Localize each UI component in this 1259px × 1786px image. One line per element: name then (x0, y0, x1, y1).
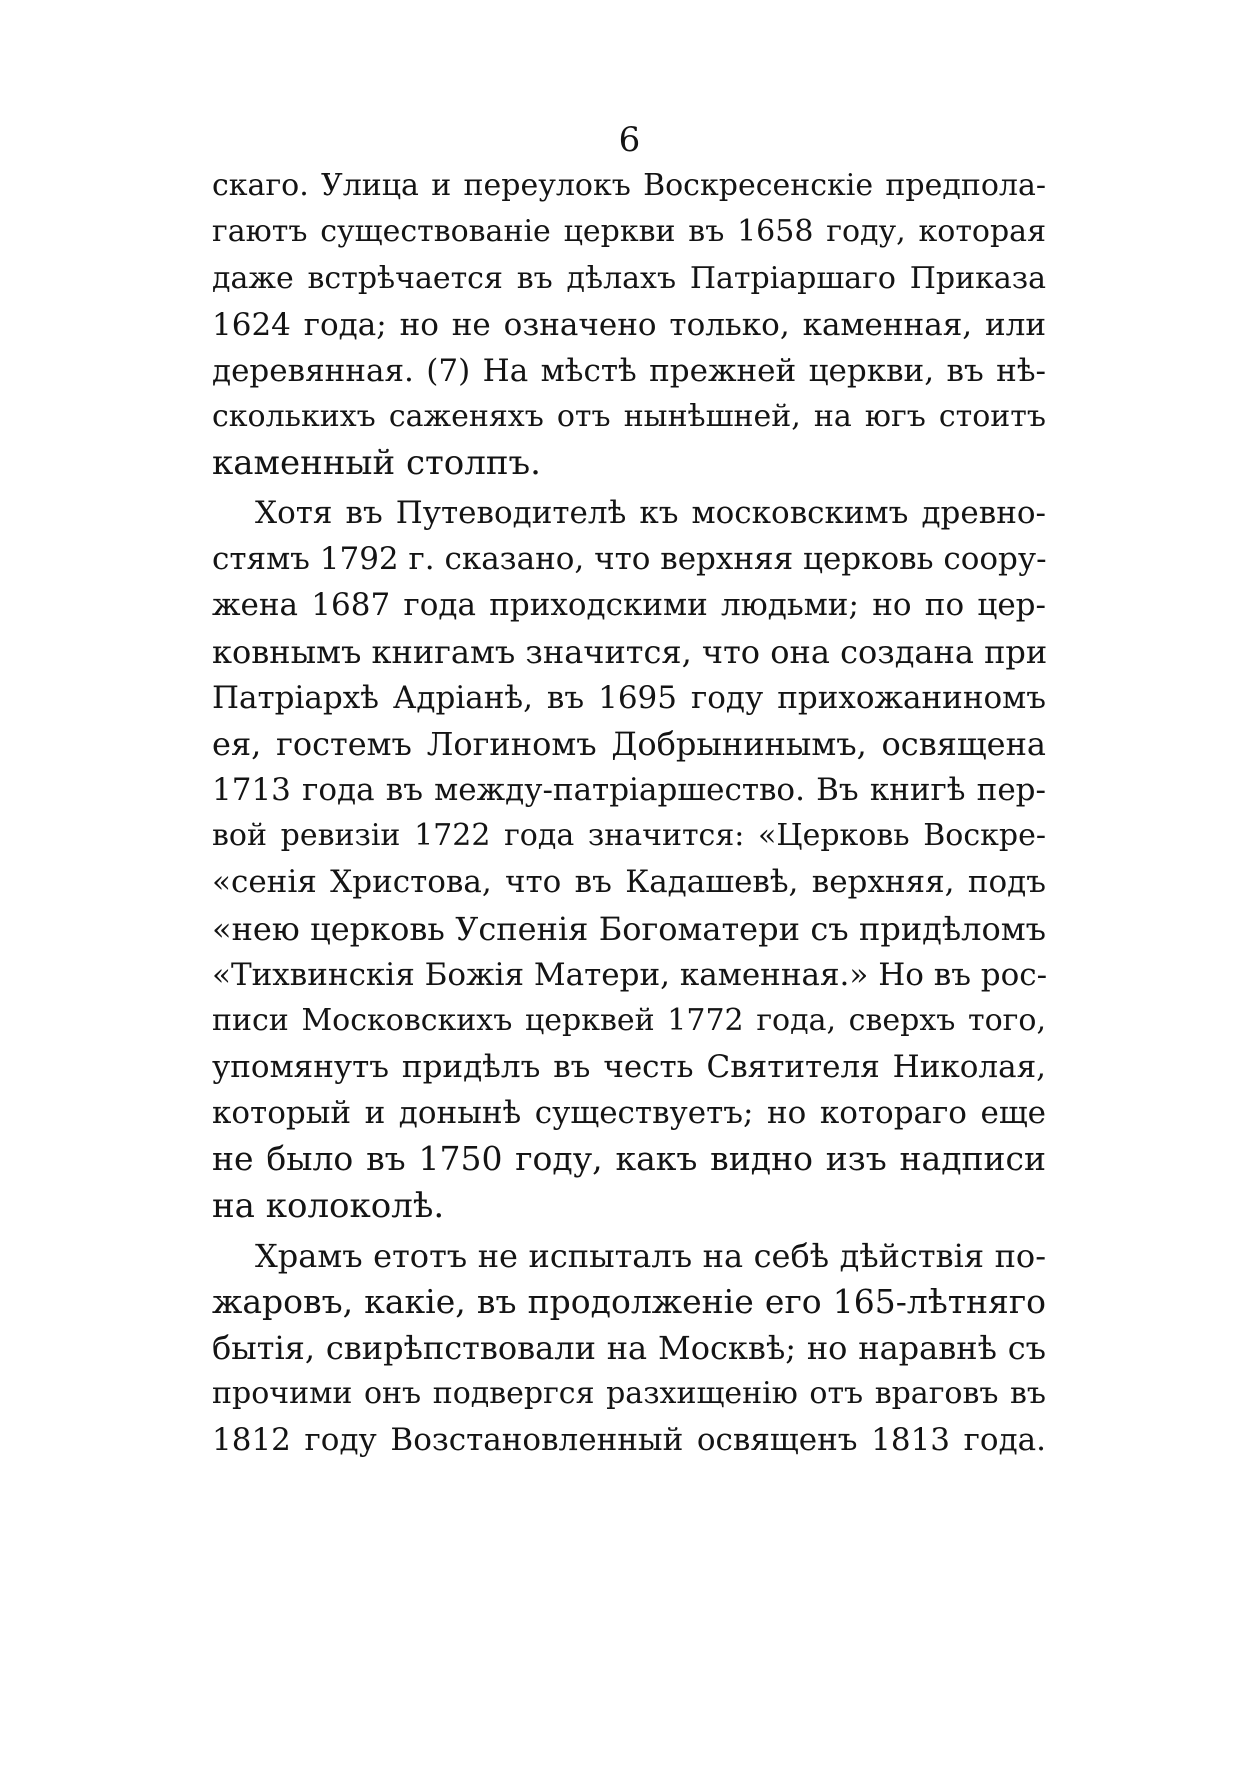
text-line: деревянная. (7) На мѣстѣ прежней церкви, въ нѣ- (212, 353, 1046, 389)
text-line: писи Московскихъ церквей 1772 года, сверхъ того, (212, 1003, 1046, 1038)
text-line: стямъ 1792 г. сказано, что верхняя церковь соору- (212, 541, 1047, 577)
text-line: бытія, свирѣпствовали на Москвѣ; но наравнѣ съ (212, 1329, 1046, 1367)
text-line: каменный столпъ. (212, 443, 541, 483)
text-line: 1713 года въ между-патріаршество. Въ книгѣ пер- (212, 772, 1046, 808)
text-line: сколькихъ саженяхъ отъ нынѣшней, на югъ стоитъ (212, 399, 1046, 434)
text-line: 1812 году Возстановленный освященъ 1813 года. (212, 1422, 1046, 1458)
text-line: Хотя въ Путеводителѣ къ московскимъ древно- (255, 495, 1046, 531)
text-line: жена 1687 года приходскими людьми; но по цер- (212, 587, 1046, 623)
text-line: ковнымъ книгамъ значится, что она создана при (212, 633, 1048, 671)
text-line: 1624 года; но не означено только, каменная, или (212, 307, 1046, 343)
page-number: 6 (618, 120, 641, 160)
text-line: жаровъ, какіе, въ продолженіе его 165-лѣтняго (212, 1282, 1046, 1321)
text-line: скаго. Улица и переулокъ Воскресенскіе предпола- (212, 168, 1046, 203)
text-line: упомянутъ придѣлъ въ честь Святителя Николая, (212, 1049, 1046, 1085)
text-line: «Тихвинскія Божія Матери, каменная.» Но въ рос- (212, 957, 1048, 993)
text-line: вой ревизіи 1722 года значится: «Церковь Воскре- (212, 818, 1046, 853)
text-line: ея, гостемъ Логиномъ Добрынинымъ, освящена (212, 725, 1046, 763)
text-line: прочими онъ подвергся разхищенію отъ враговъ въ (212, 1376, 1046, 1411)
text-line: не было въ 1750 году, какъ видно изъ надписи (212, 1139, 1046, 1178)
text-line: Храмъ етотъ не испыталъ на себѣ дѣйствія по- (255, 1237, 1046, 1275)
text-line: даже встрѣчается въ дѣлахъ Патріаршаго Приказа (212, 261, 1046, 296)
text-line: на колоколѣ. (212, 1186, 445, 1226)
text-line: «нею церковь Успенія Богоматери съ придѣломъ (212, 910, 1046, 948)
text-line: «сенія Христова, что въ Кадашевѣ, верхняя, подъ (212, 864, 1046, 900)
text-line: гаютъ существованіе церкви въ 1658 году, которая (212, 214, 1046, 249)
text-line: который и донынѣ существуетъ; но котораго еще (212, 1095, 1046, 1131)
text-line: Патріархѣ Адріанѣ, въ 1695 году прихожаниномъ (212, 680, 1046, 716)
